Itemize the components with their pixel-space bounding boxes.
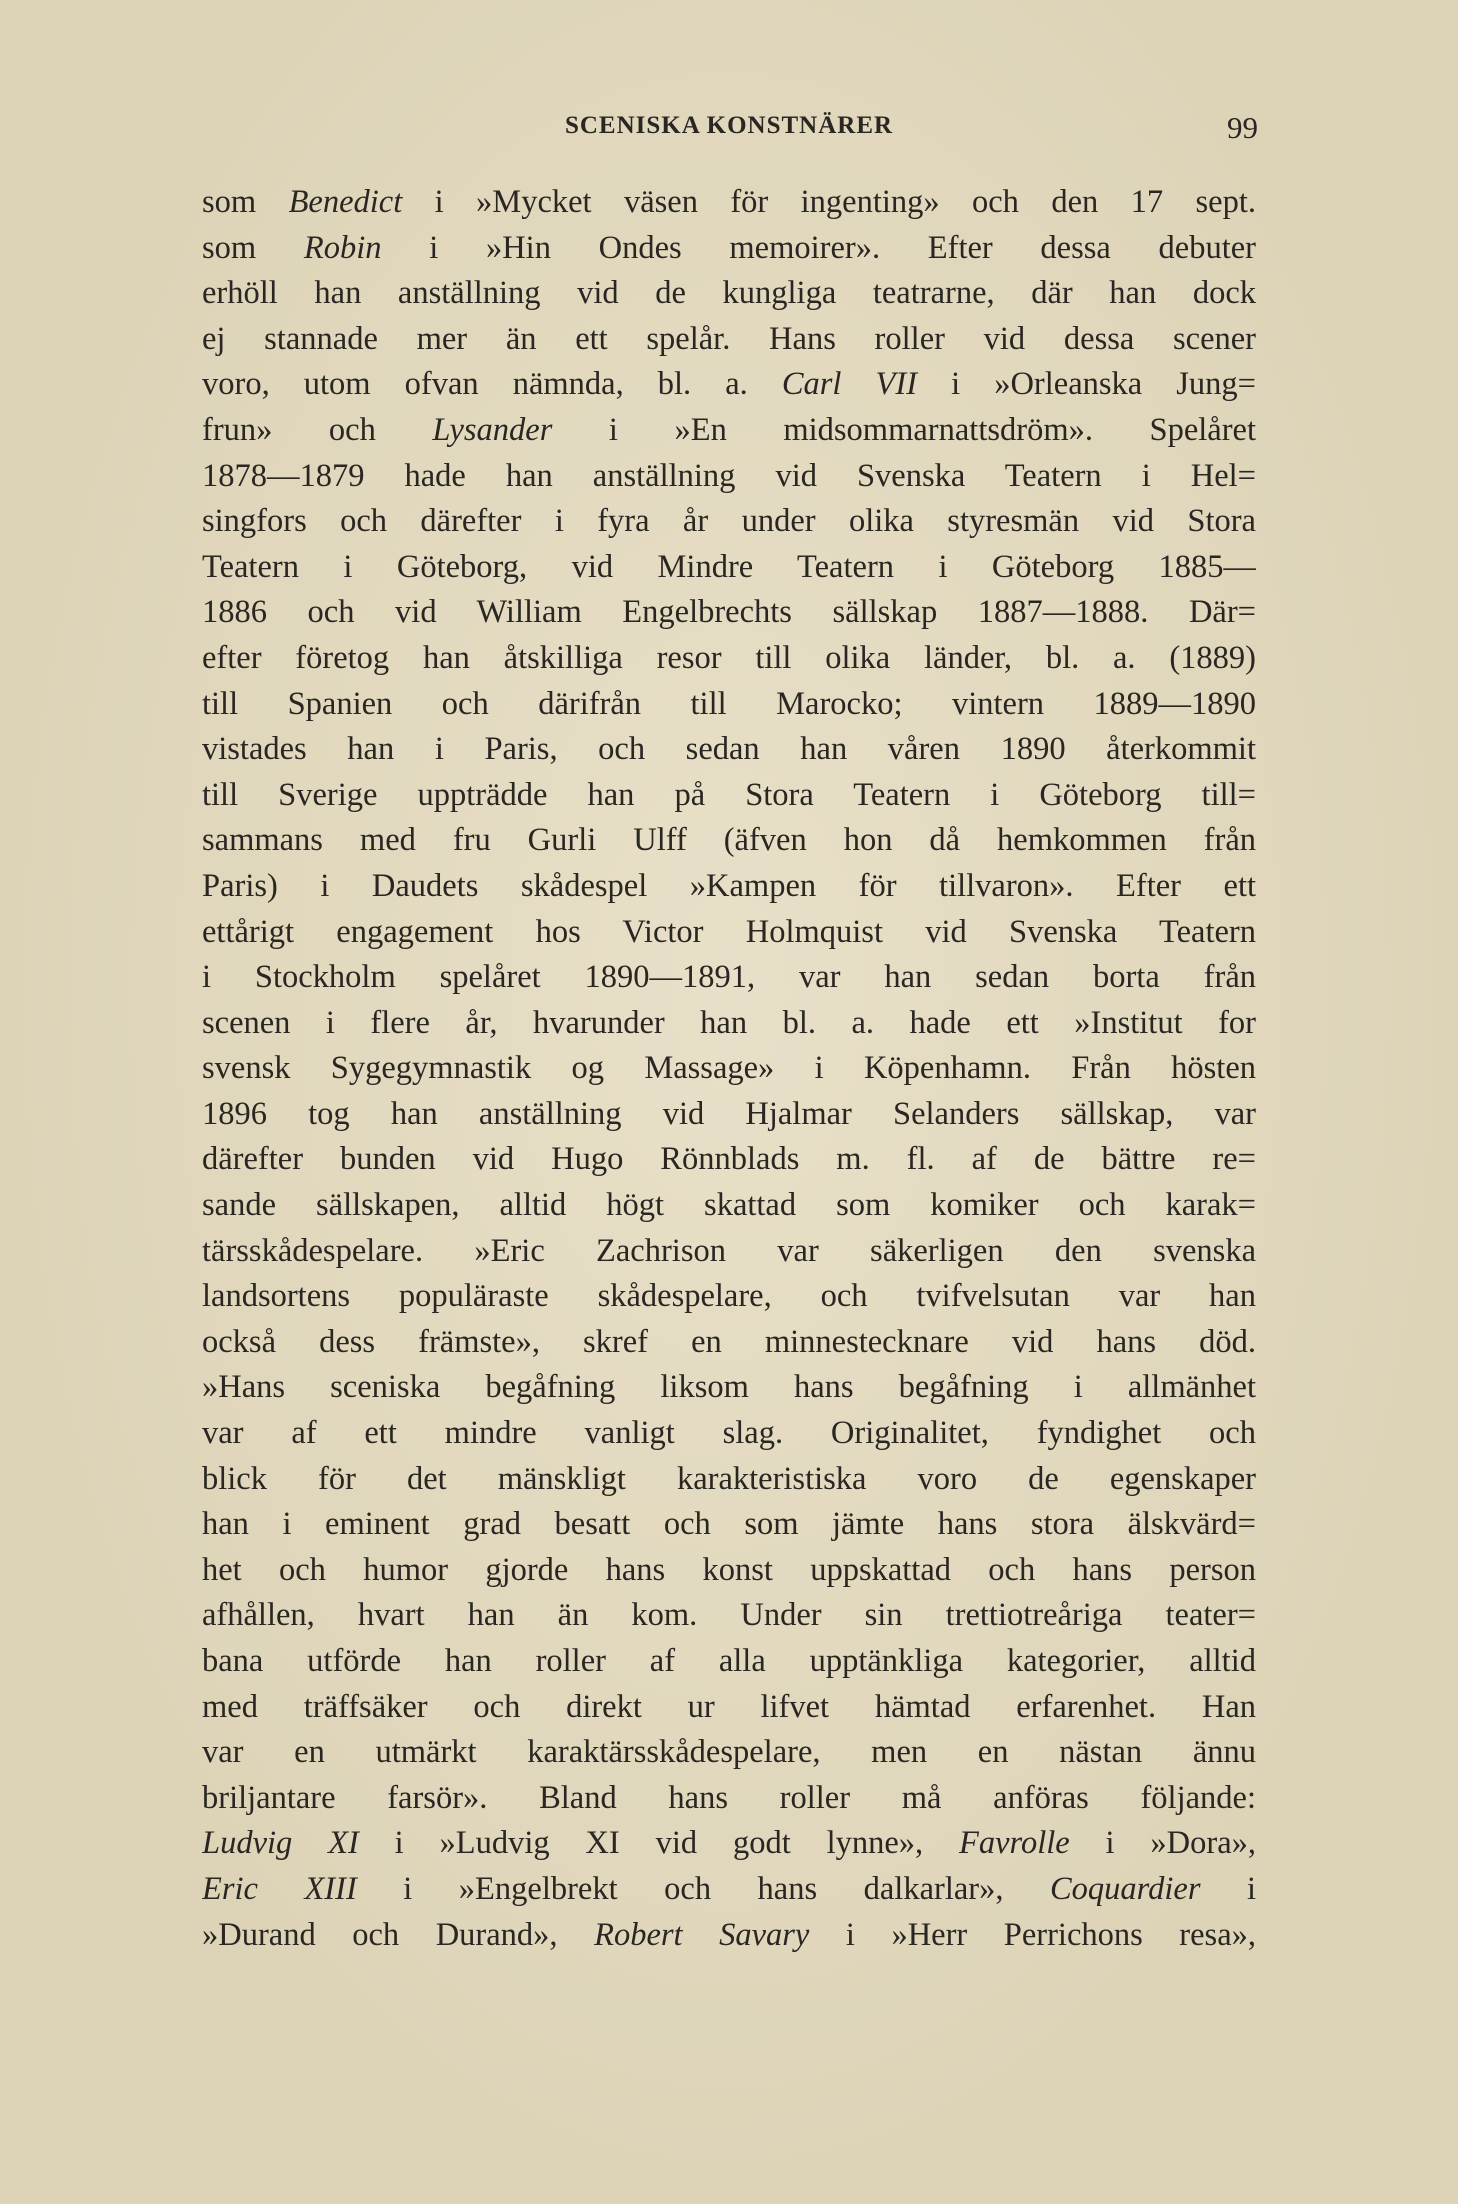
text-line: [202, 636, 1256, 682]
text-line: [202, 362, 1256, 408]
text-line: [202, 682, 1256, 728]
text-run: var en utmärkt karaktärsskådespelare, men en nästan ännu: [202, 1734, 1256, 1771]
text-run: som: [202, 229, 304, 266]
text-run: ettårigt engagement hos Victor Holmquist vid Svenska Teatern: [202, 913, 1256, 950]
italic-name: Ludvig XI: [202, 1825, 359, 1862]
text-line: [202, 1137, 1256, 1183]
text-line: [202, 1411, 1256, 1457]
text-run: svensk Sygegymnastik og Massage» i Köpenhamn. Från hösten: [202, 1050, 1256, 1087]
text-run: i »Ludvig XI vid godt lynne»,: [358, 1825, 959, 1862]
running-head: [200, 112, 1258, 152]
text-line: [202, 727, 1256, 773]
text-run: var af ett mindre vanligt slag. Originalitet, fyndighet och: [202, 1415, 1256, 1452]
text-run: sammans med fru Gurli Ulff (äfven hon då hemkommen från: [202, 822, 1256, 859]
text-run: Paris) i Daudets skådespel »Kampen för tillvaron». Efter ett: [202, 867, 1256, 904]
text-line: [202, 1867, 1256, 1913]
text-run: som: [202, 184, 289, 220]
text-run: därefter bunden vid Hugo Rönnblads m. fl. af de bättre re=: [202, 1141, 1256, 1178]
text-run: 1878—1879 hade han anställning vid Svenska Teatern i Hel=: [202, 457, 1256, 494]
text-line: [202, 1229, 1256, 1275]
text-line: [202, 1092, 1256, 1138]
text-run: landsortens populäraste skådespelare, och tvifvelsutan var han: [202, 1278, 1256, 1315]
text-line: [202, 1548, 1256, 1594]
text-run: i »Hin Ondes memoirer». Efter dessa debuter: [381, 229, 1256, 266]
text-run: »Hans sceniska begåfning liksom hans begåfning i allmänhet: [202, 1369, 1256, 1406]
text-run: han i eminent grad besatt och som jämte hans stora älskvärd=: [202, 1506, 1256, 1543]
text-line: [202, 1639, 1256, 1685]
text-line: [202, 271, 1256, 317]
italic-name: Robin: [303, 229, 382, 266]
text-line: [202, 1776, 1256, 1822]
text-run: i »Orleanska Jung=: [917, 366, 1256, 403]
text-line: [202, 1457, 1256, 1503]
text-line: [202, 1730, 1256, 1776]
italic-name: Favrolle: [959, 1825, 1070, 1862]
text-run: vistades han i Paris, och sedan han våren 1890 återkommit: [202, 731, 1256, 768]
text-run: efter företog han åtskilliga resor till olika länder, bl. a. (1889): [202, 639, 1256, 676]
text-run: till Spanien och därifrån till Marocko; vintern 1889—1890: [202, 685, 1256, 722]
text-run: i »En midsommarnattsdröm». Spelåret: [552, 411, 1256, 448]
italic-name: Carl VII: [781, 366, 918, 403]
body-text: [202, 180, 1256, 1958]
text-line: [202, 1183, 1256, 1229]
text-run: 1896 tog han anställning vid Hjalmar Selanders sällskap, var: [202, 1095, 1256, 1132]
text-run: scenen i flere år, hvarunder han bl. a. hade ett »Institut for: [202, 1004, 1256, 1041]
text-run: sande sällskapen, alltid högt skattad som komiker och karak=: [202, 1187, 1256, 1224]
italic-name: Lysander: [432, 411, 553, 448]
text-run: het och humor gjorde hans konst uppskattad och hans person: [202, 1551, 1256, 1588]
italic-name: Coquardier: [1050, 1870, 1201, 1907]
text-run: singfors och därefter i fyra år under olika styresmän vid Stora: [202, 503, 1256, 540]
italic-name: Benedict: [288, 184, 403, 220]
text-line: [202, 1046, 1256, 1092]
text-line: [202, 545, 1256, 591]
text-run: i »Mycket väsen för ingenting» och den 17 sept.: [402, 184, 1256, 220]
text-run: voro, utom ofvan nämnda, bl. a.: [202, 366, 782, 403]
text-line: [202, 408, 1256, 454]
text-run: blick för det mänskligt karakteristiska voro de egenskaper: [202, 1460, 1256, 1497]
text-run: bana utförde han roller af alla upptänkliga kategorier, alltid: [202, 1643, 1256, 1679]
text-line: [202, 955, 1256, 1001]
text-line: [202, 864, 1256, 910]
text-line: [202, 180, 1256, 226]
text-line: [202, 1913, 1256, 1959]
text-line: [202, 1274, 1256, 1320]
text-run: i: [1200, 1870, 1256, 1907]
text-line: [202, 1502, 1256, 1548]
text-line: [202, 1001, 1256, 1047]
text-line: [202, 499, 1256, 545]
text-line: [202, 910, 1256, 956]
text-run: frun» och: [202, 411, 433, 448]
running-title: SCENISKA KONSTNÄRER: [564, 112, 894, 139]
text-run: tärsskådespelare. »Eric Zachrison var säkerligen den svenska: [202, 1232, 1256, 1269]
text-run: briljantare farsör». Bland hans roller må anföras följande:: [202, 1779, 1256, 1816]
text-line: [202, 1365, 1256, 1411]
italic-name: Robert Savary: [594, 1916, 810, 1953]
text-run: också dess främste», skref en minnestecknare vid hans död.: [202, 1323, 1256, 1360]
text-line: [202, 1685, 1256, 1731]
text-run: »Durand och Durand»,: [202, 1916, 595, 1953]
text-run: i Stockholm spelåret 1890—1891, var han sedan borta från: [202, 959, 1256, 996]
text-line: [202, 317, 1256, 363]
text-line: [202, 590, 1256, 636]
text-run: afhållen, hvart han än kom. Under sin trettiotreåriga teater=: [202, 1597, 1256, 1634]
text-run: Teatern i Göteborg, vid Mindre Teatern i Göteborg 1885—: [202, 548, 1256, 585]
text-run: erhöll han anställning vid de kungliga teatrarne, där han dock: [202, 275, 1256, 312]
text-run: i »Engelbrekt och hans dalkarlar»,: [356, 1870, 1050, 1907]
text-line: [202, 818, 1256, 864]
text-run: ej stannade mer än ett spelår. Hans roller vid dessa scener: [202, 320, 1256, 357]
text-line: [202, 454, 1256, 500]
text-run: i »Herr Perrichons resa»,: [809, 1916, 1256, 1953]
text-line: [202, 773, 1256, 819]
text-run: till Sverige uppträdde han på Stora Teatern i Göteborg till=: [202, 776, 1256, 813]
italic-name: Eric XIII: [202, 1870, 357, 1907]
text-line: [202, 1320, 1256, 1366]
text-run: 1886 och vid William Engelbrechts sällskap 1887—1888. Där=: [202, 594, 1256, 631]
text-run: i »Dora»,: [1069, 1825, 1256, 1862]
text-line: [202, 1593, 1256, 1639]
page-number: 99: [1227, 110, 1258, 145]
text-line: [202, 1821, 1256, 1867]
text-run: med träffsäker och direkt ur lifvet hämtad erfarenhet. Han: [202, 1688, 1256, 1725]
text-line: [202, 226, 1256, 272]
